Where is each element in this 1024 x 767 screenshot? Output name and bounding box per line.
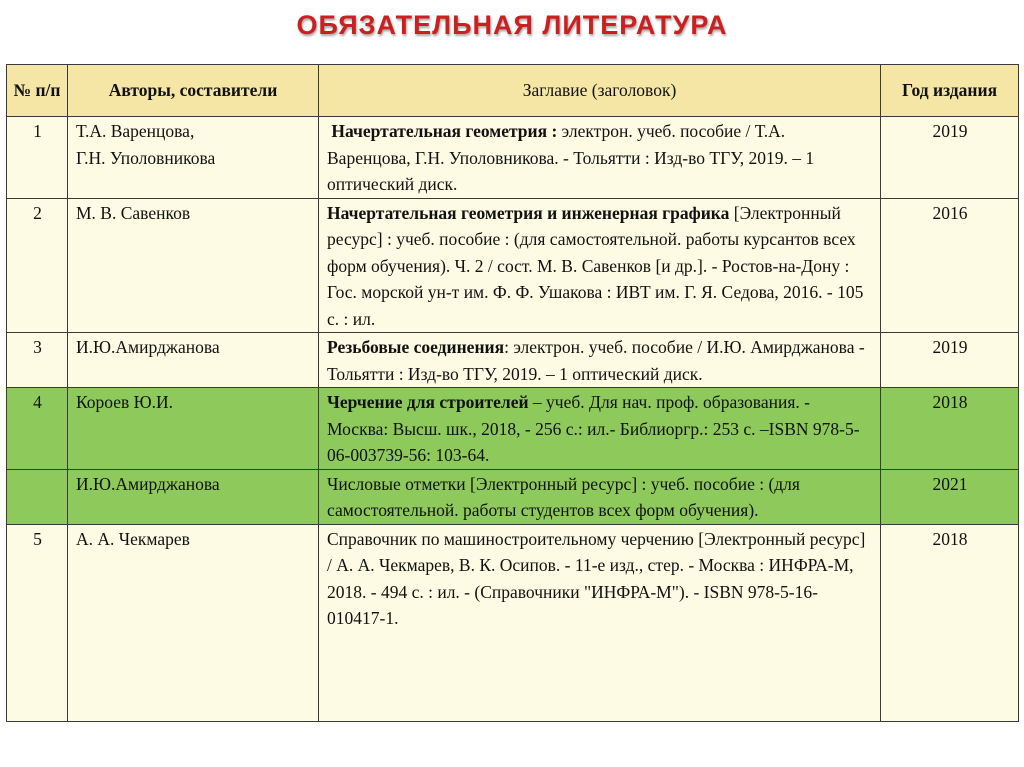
- page-title: ОБЯЗАТЕЛЬНАЯ ЛИТЕРАТУРА: [296, 10, 728, 40]
- table-row: [7, 524, 1019, 721]
- row-title-bold: Резьбовые соединения: [327, 337, 505, 357]
- row-title: [319, 524, 881, 721]
- row-number: 5: [7, 524, 68, 721]
- row-number: 3: [7, 333, 68, 388]
- row-authors: И.Ю.Амирджанова: [68, 333, 319, 388]
- row-authors: М. В. Савенков: [68, 198, 319, 333]
- row-title: [319, 198, 881, 333]
- row-title: [319, 388, 881, 470]
- row-title-rest: Справочник по машиностроительному черчению [Электронный ресурс] / А. А. Чекмарев, В. К. Осипов. - 11-е изд., стер. - Москва : ИНФРА-М, 2018. - 494 с. : ил. - (Справочники "ИНФРА-М"). - ISBN 978-5-16-010417-1.: [327, 528, 866, 628]
- row-authors: Т.А. Варенцова, Г.Н. Уполовникова: [68, 117, 319, 199]
- header-title: Заглавие (заголовок): [319, 65, 881, 117]
- header-number: № п/п: [7, 65, 68, 117]
- row-title-rest: [Электронный ресурс] : учеб. пособие : (для самостоятельной. работы курсантов всех форм обучения). Ч. 2 / сост. М. В. Савенков [и др.]. - Ростов-на-Дону : Гос. морской ун-т им. Ф. Ф. Ушакова : ИВТ им. Г. Я. Седова, 2016. - 105 с. : ил.: [327, 202, 864, 329]
- row-number: [7, 469, 68, 524]
- header-authors: Авторы, составители: [68, 65, 319, 117]
- row-year: 2019: [881, 333, 1019, 388]
- row-title: [319, 117, 881, 199]
- row-title-rest: : электрон. учеб. пособие / И.Ю. Амирджанова - Тольятти : Изд-во ТГУ, 2019. – 1 оптический диск.: [327, 337, 865, 384]
- row-title-rest: электрон. учеб. пособие / Т.А. Варенцова, Г.Н. Уполовникова. - Тольятти : Изд-во ТГУ, 2019. – 1 оптический диск.: [327, 121, 815, 194]
- row-year: 2019: [881, 117, 1019, 199]
- table-row: [7, 198, 1019, 333]
- row-number: 4: [7, 388, 68, 470]
- row-title-bold: Начертательная геометрия :: [327, 121, 562, 141]
- row-title: [319, 333, 881, 388]
- row-title-bold: Черчение для строителей: [327, 392, 529, 412]
- table-row: [7, 333, 1019, 388]
- row-number: 2: [7, 198, 68, 333]
- row-year: 2016: [881, 198, 1019, 333]
- row-title-rest: Числовые отметки [Электронный ресурс] : учеб. пособие : (для самостоятельной. работы студентов всех форм обучения).: [327, 473, 800, 520]
- header-year: Год издания: [881, 65, 1019, 117]
- row-authors: Короев Ю.И.: [68, 388, 319, 470]
- row-year: 2021: [881, 469, 1019, 524]
- row-authors: А. А. Чекмарев: [68, 524, 319, 721]
- row-title-bold: Начертательная геометрия и инженерная графика: [327, 202, 730, 223]
- table-row: [7, 388, 1019, 470]
- row-title: [319, 469, 881, 524]
- table-row: [7, 469, 1019, 524]
- row-year: 2018: [881, 388, 1019, 470]
- row-authors: И.Ю.Амирджанова: [68, 469, 319, 524]
- table-row: [7, 117, 1019, 199]
- literature-table: [6, 64, 1019, 722]
- table-header-row: [7, 65, 1019, 117]
- row-number: 1: [7, 117, 68, 199]
- row-year: 2018: [881, 524, 1019, 721]
- row-title-rest: – учеб. Для нач. проф. образования. - Москва: Высш. шк., 2018, - 256 с.: ил.- Библиоргр.: 253 с. –ISBN 978-5-06-003739-56: 103-64.: [327, 392, 860, 465]
